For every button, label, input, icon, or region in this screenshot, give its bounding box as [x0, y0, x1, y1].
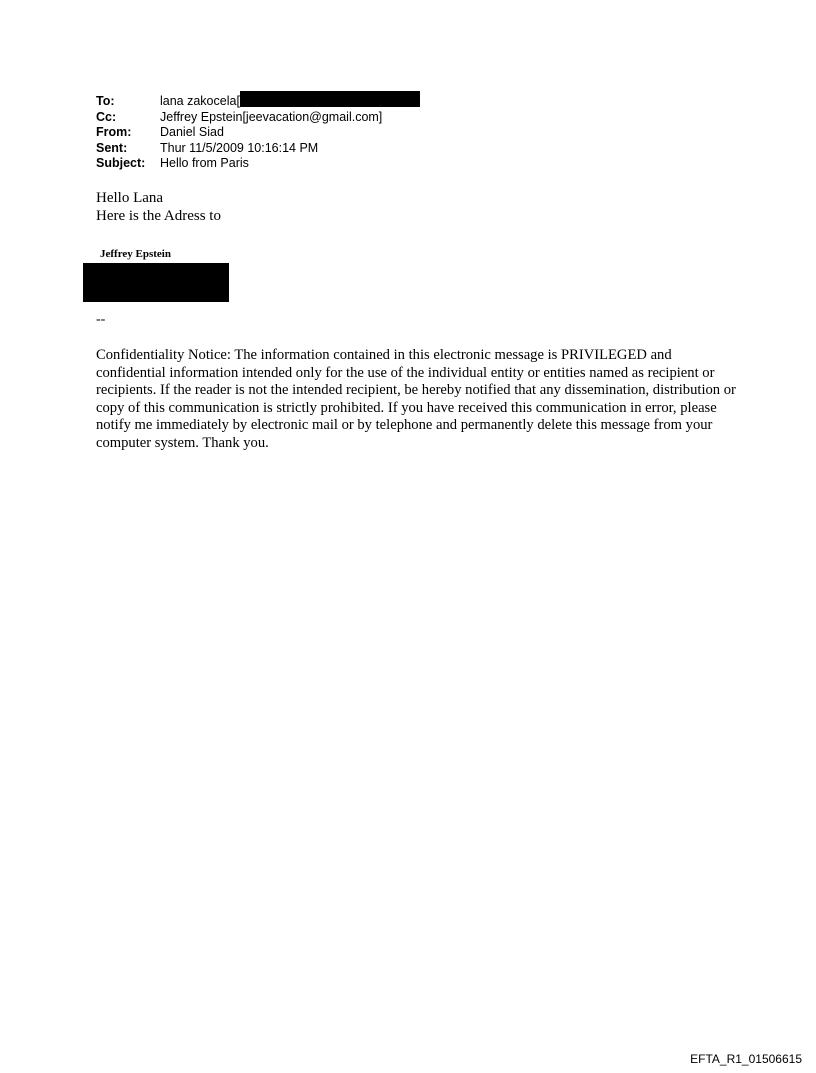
subject-value: Hello from Paris [160, 156, 249, 170]
to-value-wrap [160, 94, 420, 110]
sent-value: Thur 11/5/2009 10:16:14 PM [160, 140, 319, 155]
body-line: Hello Lana [96, 190, 164, 206]
to-row [96, 94, 420, 110]
redaction-box [240, 91, 420, 107]
document-id: EFTA_R1_01506615 [690, 1052, 802, 1066]
cc-value: Jeffrey Epstein[jeevacation@gmail.com] [160, 109, 383, 124]
signature-name: Jeffrey Epstein [100, 248, 171, 260]
to-value: lana zakocela[ [160, 94, 240, 108]
sent-label: Sent: [96, 140, 128, 155]
subject-label: Subject: [96, 156, 146, 170]
cc-label: Cc: [96, 109, 117, 124]
sent-row [96, 141, 420, 157]
body-line: Here is the Adress to [96, 207, 221, 224]
redaction-box [83, 263, 229, 302]
from-value: Daniel Siad [160, 125, 224, 139]
to-label: To: [96, 94, 115, 108]
cc-row [96, 110, 420, 126]
from-row [96, 125, 420, 141]
email-header [96, 94, 420, 172]
from-label: From: [96, 125, 132, 139]
confidentiality-notice: Confidentiality Notice: The information contained in this electronic message is PRIVILEGED and confidential information intended only for the use of the individual entity or entities named as recipient or recipients. If the reader is not the intended recipient, be hereby notified that any dissemination, distribution or copy of this communication is strictly prohibited. If you have received this communication in error, please notify me immediately by electronic mail or by telephone and permanently delete this message from your computer system. Thank you. [96, 347, 736, 451]
message-body [96, 190, 221, 225]
signature-separator: -- [96, 312, 106, 327]
subject-row [96, 156, 420, 172]
